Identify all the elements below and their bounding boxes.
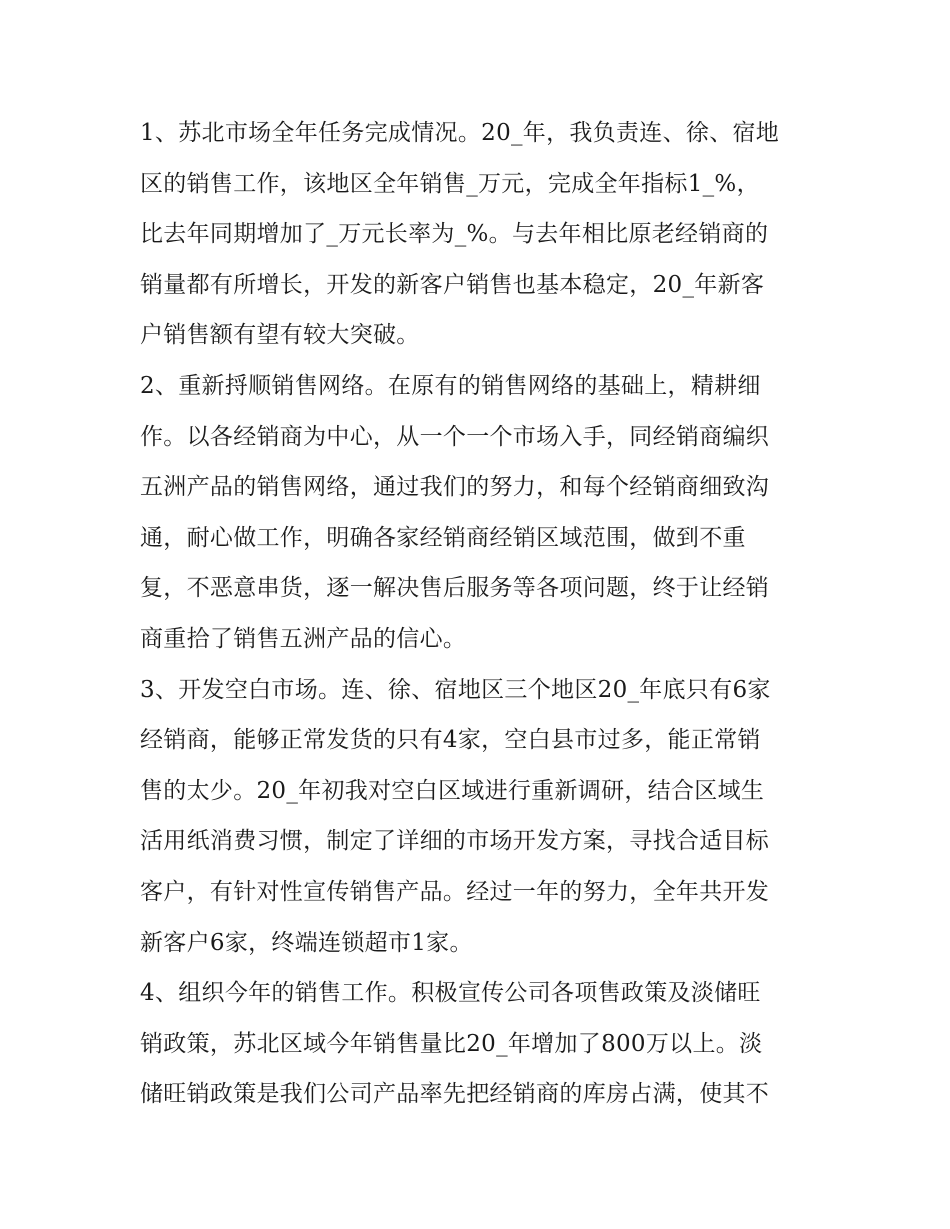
text-line: 3、开发空白市场。连、徐、宿地区三个地区20_年底只有6家 — [140, 676, 771, 703]
text-line: 经销商，能够正常发货的只有4家，空白县市过多，能正常销 — [140, 727, 761, 754]
text-line: 比去年同期增加了_万元长率为_%。与去年相比原老经销商的 — [140, 221, 769, 248]
text-line: 新客户6家，终端连锁超市1家。 — [140, 929, 473, 956]
text-line: 作。以各经销商为中心，从一个一个市场入手，同经销商编织 — [140, 423, 770, 450]
text-line: 复，不恶意串货，逐一解决售后服务等各项问题，终于让经销 — [140, 575, 770, 602]
text-line: 售的太少。20_年初我对空白区域进行重新调研，结合区域生 — [140, 777, 765, 804]
text-line: 1、苏北市场全年任务完成情况。20_年，我负责连、徐、宿地 — [140, 120, 780, 146]
text-line: 销政策，苏北区域今年销售量比20_年增加了800万以上。淡 — [140, 1030, 763, 1057]
text-line: 商重拾了销售五洲产品的信心。 — [140, 625, 467, 652]
text-line: 4、组织今年的销售工作。积极宣传公司各项售政策及淡储旺 — [140, 980, 761, 1007]
text-line: 客户，有针对性宣传销售产品。经过一年的努力，全年共开发 — [140, 878, 770, 905]
text-line: 五洲产品的销售网络，通过我们的努力，和每个经销商细致沟 — [140, 474, 770, 501]
text-line: 储旺销政策是我们公司产品率先把经销商的库房占满，使其不 — [140, 1081, 770, 1108]
text-line: 销量都有所增长，开发的新客户销售也基本稳定，20_年新客 — [140, 271, 765, 298]
text-line: 2、重新捋顺销售网络。在原有的销售网络的基础上，精耕细 — [140, 372, 761, 399]
text-line: 活用纸消费习惯，制定了详细的市场开发方案，寻找合适目标 — [140, 828, 770, 855]
text-line: 户销售额有望有较大突破。 — [140, 322, 420, 349]
text-line: 通，耐心做工作，明确各家经销商经销区域范围，做到不重 — [140, 524, 746, 551]
text-line: 区的销售工作，该地区全年销售_万元，完成全年指标1_%， — [140, 170, 760, 197]
document-body — [140, 108, 820, 1120]
